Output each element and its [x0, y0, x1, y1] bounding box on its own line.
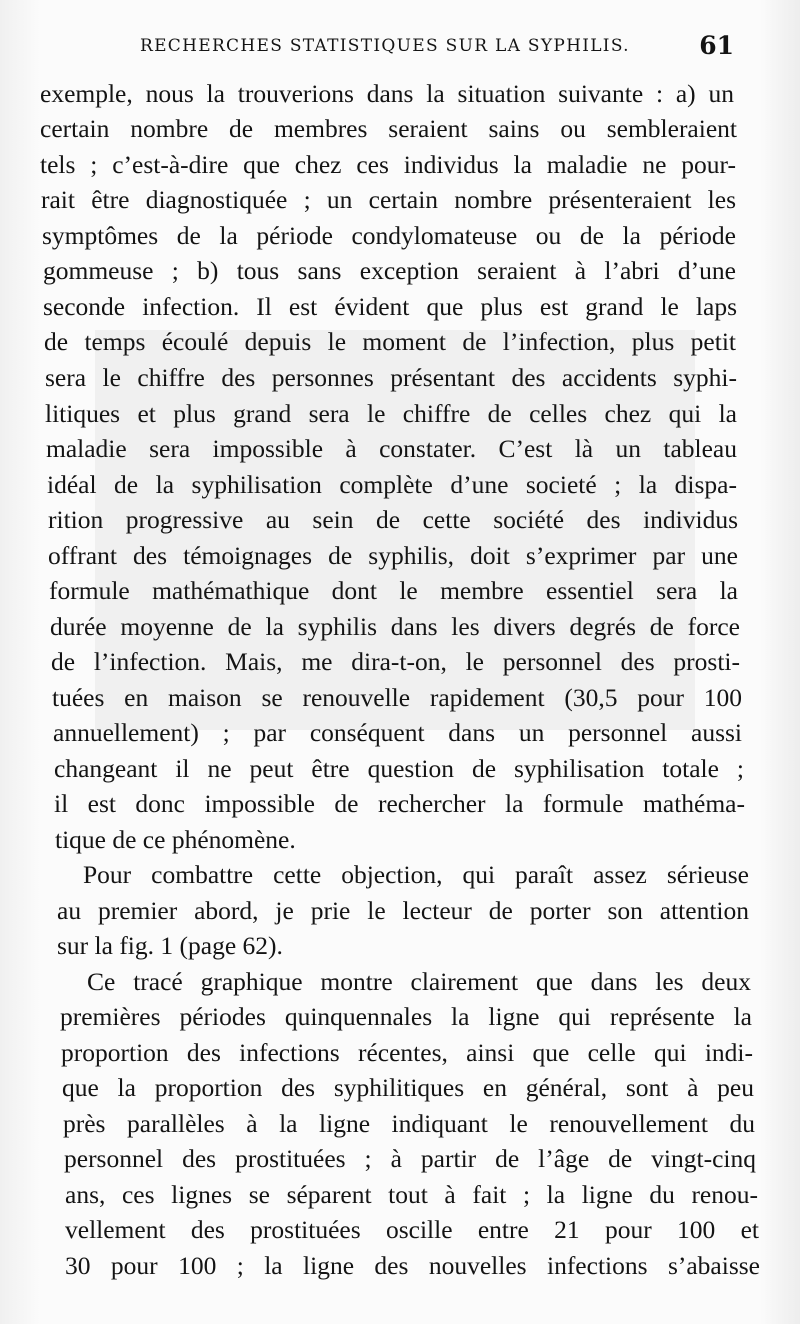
- text-line: premières périodes quinquennales la ligne qui représente la: [60, 1002, 752, 1031]
- text-line: personnel des prostituées ; à partir de l’âge de vingt-cinq: [64, 1144, 756, 1173]
- running-head: RECHERCHES STATISTIQUES SUR LA SYPHILIS.: [140, 36, 630, 56]
- text-line: maladie sera impossible à constater. C’est là un tableau: [46, 434, 737, 463]
- text-line: Pour combattre cette objection, qui paraît assez sérieuse: [83, 860, 749, 889]
- page-number: 61: [699, 31, 734, 60]
- text-line: litiques et plus grand sera le chiffre de celles chez qui la: [45, 399, 737, 428]
- text-line: vellement des prostituées oscille entre 21 pour 100 et: [65, 1215, 759, 1244]
- text-line: rition progressive au sein de cette société des individus: [48, 505, 738, 534]
- text-line: de temps écoulé depuis le moment de l’infection, plus petit: [44, 327, 736, 356]
- text-line: tique de ce phénomène.: [55, 825, 296, 854]
- page-header: [0, 31, 800, 60]
- text-line: il est donc impossible de rechercher la formule mathéma-: [54, 789, 745, 818]
- text-line: durée moyenne de la syphilis dans les divers degrés de force: [50, 612, 740, 641]
- text-line: changeant il ne peut être question de syphilisation totale ;: [54, 754, 744, 783]
- text-line: tels ; c’est-à-dire que chez ces individus la maladie ne pour-: [40, 150, 736, 179]
- text-line: offrant des témoignages de syphilis, doit s’exprimer par une: [48, 541, 738, 570]
- text-line: certain nombre de membres seraient sains ou sembleraient: [40, 114, 737, 143]
- text-line: près parallèles à la ligne indiquant le renouvellement du: [63, 1109, 755, 1138]
- text-line: sera le chiffre des personnes présentant des accidents syphi-: [45, 363, 737, 392]
- text-line: proportion des infections récentes, ainsi que celle qui indi-: [61, 1038, 753, 1067]
- text-line: idéal de la syphilisation complète d’une societé ; la dispa-: [47, 470, 737, 499]
- text-line: symptômes de la période condylomateuse ou de la période: [42, 221, 736, 250]
- text-line: gommeuse ; b) tous sans exception seraient à l’abri d’une: [43, 256, 736, 285]
- text-line: au premier abord, je prie le lecteur de porter son attention: [57, 896, 749, 925]
- text-line: sur la fig. 1 (page 62).: [57, 931, 283, 960]
- text-line: Ce tracé graphique montre clairement que dans les deux: [87, 967, 751, 996]
- text-line: ans, ces lignes se séparent tout à fait ; la ligne du renou-: [65, 1180, 758, 1209]
- text-line: formule mathémathique dont le membre essentiel sera la: [49, 576, 738, 605]
- text-line: annuellement) ; par conséquent dans un personnel aussi: [53, 718, 742, 747]
- text-line: exemple, nous la trouverions dans la situation suivante : a) un: [40, 79, 734, 108]
- text-line: de l’infection. Mais, me dira-t-on, le personnel des prosti-: [51, 647, 740, 676]
- text-line: que la proportion des syphilitiques en général, sont à peu: [62, 1073, 754, 1102]
- text-line: rait être diagnostiquée ; un certain nombre présenteraient les: [41, 185, 736, 214]
- text-line: seconde infection. Il est évident que plus est grand le laps: [43, 292, 737, 321]
- text-line: 30 pour 100 ; la ligne des nouvelles infections s’abaisse: [65, 1251, 760, 1280]
- text-line: tuées en maison se renouvelle rapidement (30,5 pour 100: [52, 683, 742, 712]
